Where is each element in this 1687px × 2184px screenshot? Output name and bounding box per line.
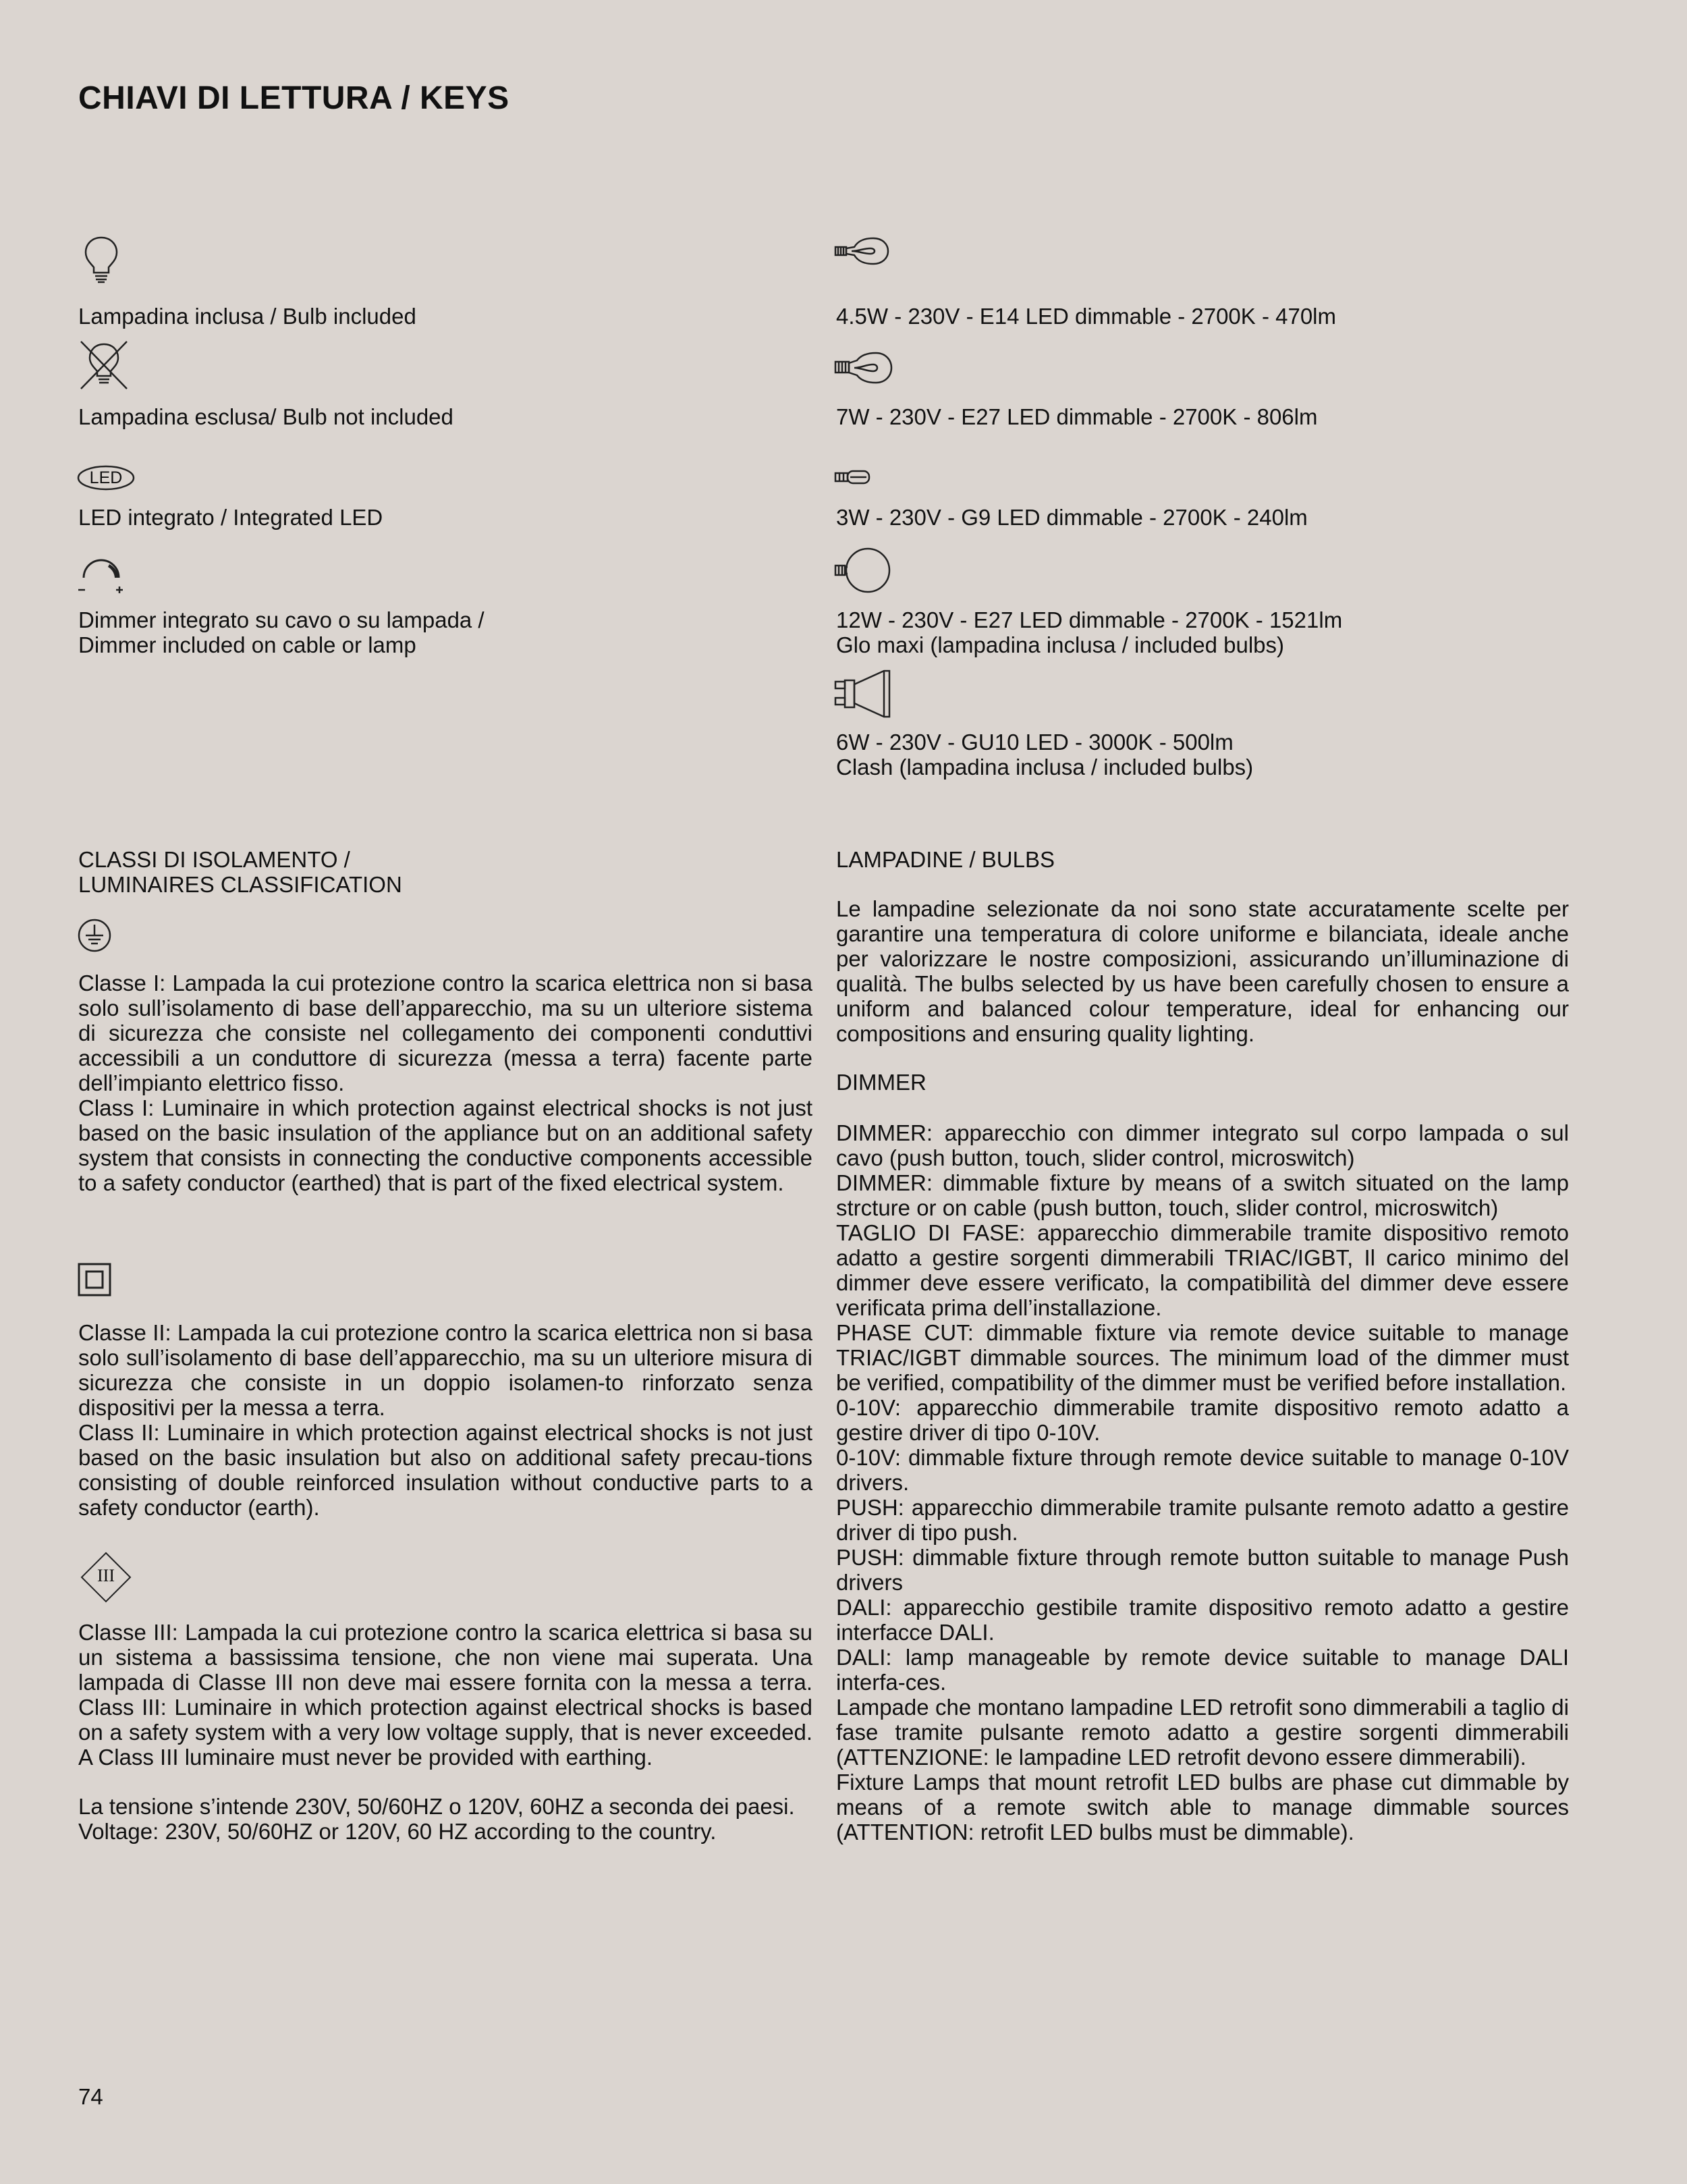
dimmer-line: PHASE CUT: dimmable fixture via remote device suitable to manage TRIAC/IGBT dimmable sources. The minimum load of the dimmer must be verified, compatibility of the dimmer must be verified before installation. — [836, 1320, 1569, 1395]
dimmer-line: PUSH: dimmable fixture through remote button suitable to manage Push drivers — [836, 1545, 1569, 1595]
bulb-icon — [82, 235, 120, 286]
earth-ground-icon — [77, 918, 112, 953]
key-text: Lampadina inclusa / Bulb included — [78, 304, 416, 329]
dimmer-line: DIMMER: dimmable fixture by means of a switch situated on the lamp strcture or on cable (push button, touch, slider control, microswitch) — [836, 1170, 1569, 1220]
page-number: 74 — [78, 2084, 103, 2109]
class1-it: Classe I: Lampada la cui protezione contro la scarica elettrica non si basa solo sull’isolamento di base dell’apparecchio, ma su un ulteriore sistema di sicurezza che consiste nel collegamento dei componenti conduttivi accessibili a un conduttore di sicurezza (messa a terra) facente parte dell’impianto elettrico fisso. — [78, 971, 812, 1095]
key-text: Glo maxi (lampadina inclusa / included bulbs) — [836, 632, 1284, 657]
dimmer-line: DIMMER: apparecchio con dimmer integrato sul corpo lampada o sul cavo (push button, touch, slider control, microswitch) — [836, 1120, 1569, 1170]
e27-bulb-icon — [833, 351, 893, 385]
dimmer-icon — [76, 557, 130, 597]
dimmer-line: PUSH: apparecchio dimmerabile tramite pulsante remoto adatto a gestire driver di tipo push. — [836, 1495, 1569, 1545]
key-text: 4.5W - 230V - E14 LED dimmable - 2700K - 470lm — [836, 304, 1337, 329]
classes-heading-line2: LUMINAIRES CLASSIFICATION — [78, 872, 402, 897]
dimmer-description — [836, 1120, 1569, 1845]
double-insulation-icon — [77, 1262, 112, 1297]
dimmer-line: Lampade che montano lampadine LED retrofit sono dimmerabili a taglio di fase tramite pulsante remoto adatto a gestire sorgenti dimmerabili (ATTENZIONE: le lampadine LED retrofit devono essere dimmerabili). — [836, 1695, 1569, 1770]
class2-it: Classe II: Lampada la cui protezione contro la scarica elettrica non si basa solo sull’isolamento di base dell’apparecchio, ma su un ulteriore misura di sicurezza che consiste in un doppio isolamen-to rinforzato senza dispositivi per la messa a terra. — [78, 1320, 812, 1420]
voltage-note — [78, 1794, 812, 1844]
class2-en: Class II: Luminaire in which protection against electrical shocks is not just based on the basic insulation but also on additional safety precau-tions consisting of double reinforced insulation without conductive parts to a safety conductor (earth). — [78, 1420, 812, 1520]
dimmer-line: 0-10V: apparecchio dimmerabile tramite dispositivo remoto adatto a gestire driver di tipo 0-10V. — [836, 1395, 1569, 1445]
key-text: Clash (lampadina inclusa / included bulbs) — [836, 755, 1254, 780]
dimmer-heading: DIMMER — [836, 1070, 927, 1095]
classes-heading-line1: CLASSI DI ISOLAMENTO / — [78, 847, 350, 872]
key-text: Dimmer included on cable or lamp — [78, 632, 416, 657]
class3-icon-label: III — [97, 1566, 115, 1585]
class3-description: Classe III: Lampada la cui protezione contro la scarica elettrica si basa su un sistema a bassissima tensione, che non viene mai superata. Una lampada di Classe III non deve mai essere fornita con la messa a terra. Class III: Luminaire in which protection against electrical shocks is based on a safety system with a very low voltage supply, that is never exceeded. A Class III luminaire must never be provided with earthing. — [78, 1620, 812, 1770]
class3-icon — [80, 1551, 132, 1604]
key-text: LED integrato / Integrated LED — [78, 505, 383, 530]
gu10-bulb-icon — [833, 668, 893, 719]
key-text: Dimmer integrato su cavo o su lampada / — [78, 607, 485, 632]
bulbs-heading: LAMPADINE / BULBS — [836, 847, 1055, 872]
dimmer-line: DALI: apparecchio gestibile tramite dispositivo remoto adatto a gestire interfacce DALI. — [836, 1595, 1569, 1645]
key-text: 12W - 230V - E27 LED dimmable - 2700K - 1521lm — [836, 607, 1343, 632]
voltage-it: La tensione s’intende 230V, 50/60HZ o 120V, 60HZ a seconda dei paesi. — [78, 1794, 795, 1819]
dimmer-line: DALI: lamp manageable by remote device suitable to manage DALI interfa-ces. — [836, 1645, 1569, 1695]
led-badge-icon — [77, 464, 135, 491]
g9-bulb-icon — [834, 468, 872, 486]
voltage-en: Voltage: 230V, 50/60HZ or 120V, 60 HZ according to the country. — [78, 1819, 717, 1844]
e14-bulb-icon — [831, 236, 889, 266]
page-title: CHIAVI DI LETTURA / KEYS — [78, 80, 509, 116]
key-text: 6W - 230V - GU10 LED - 3000K - 500lm — [836, 730, 1234, 755]
bulb-excluded-icon — [77, 337, 131, 393]
dimmer-line: 0-10V: dimmable fixture through remote device suitable to manage 0-10V drivers. — [836, 1445, 1569, 1495]
dimmer-line: Fixture Lamps that mount retrofit LED bulbs are phase cut dimmable by means of a remote switch able to manage dimmable sources (ATTENTION: retrofit LED bulbs must be dimmable). — [836, 1770, 1569, 1845]
key-text: Lampadina esclusa/ Bulb not included — [78, 404, 453, 429]
led-badge-label: LED — [89, 468, 123, 487]
class1-en: Class I: Luminaire in which protection against electrical shocks is not just based on the basic insulation of the appliance but on an additional safety system that consists in connecting the conductive components accessible to a safety conductor (earthed) that is part of the fixed electrical system. — [78, 1095, 812, 1195]
class1-description — [78, 971, 812, 1195]
key-text: 7W - 230V - E27 LED dimmable - 2700K - 806lm — [836, 404, 1318, 429]
dimmer-line: TAGLIO DI FASE: apparecchio dimmerabile tramite dispositivo remoto adatto a gestire sorgenti dimmerabili TRIAC/IGBT, Il carico minimo del dimmer deve essere verificato, la compatibilità del dimmer deve essere verificata prima dell’installazione. — [836, 1220, 1569, 1320]
class2-description — [78, 1320, 812, 1520]
bulbs-description: Le lampadine selezionate da noi sono state accuratamente scelte per garantire una temperatura di colore uniforme e bilanciata, ideale anche per valorizzare le nostre composizioni, assicurando un’illuminazione di qualità. The bulbs selected by us have been carefully chosen to ensure a uniform and balanced colour temperature, ideal for enhancing our compositions and ensuring quality lighting. — [836, 896, 1569, 1046]
globe-bulb-icon — [833, 547, 893, 594]
key-text: 3W - 230V - G9 LED dimmable - 2700K - 240lm — [836, 505, 1308, 530]
